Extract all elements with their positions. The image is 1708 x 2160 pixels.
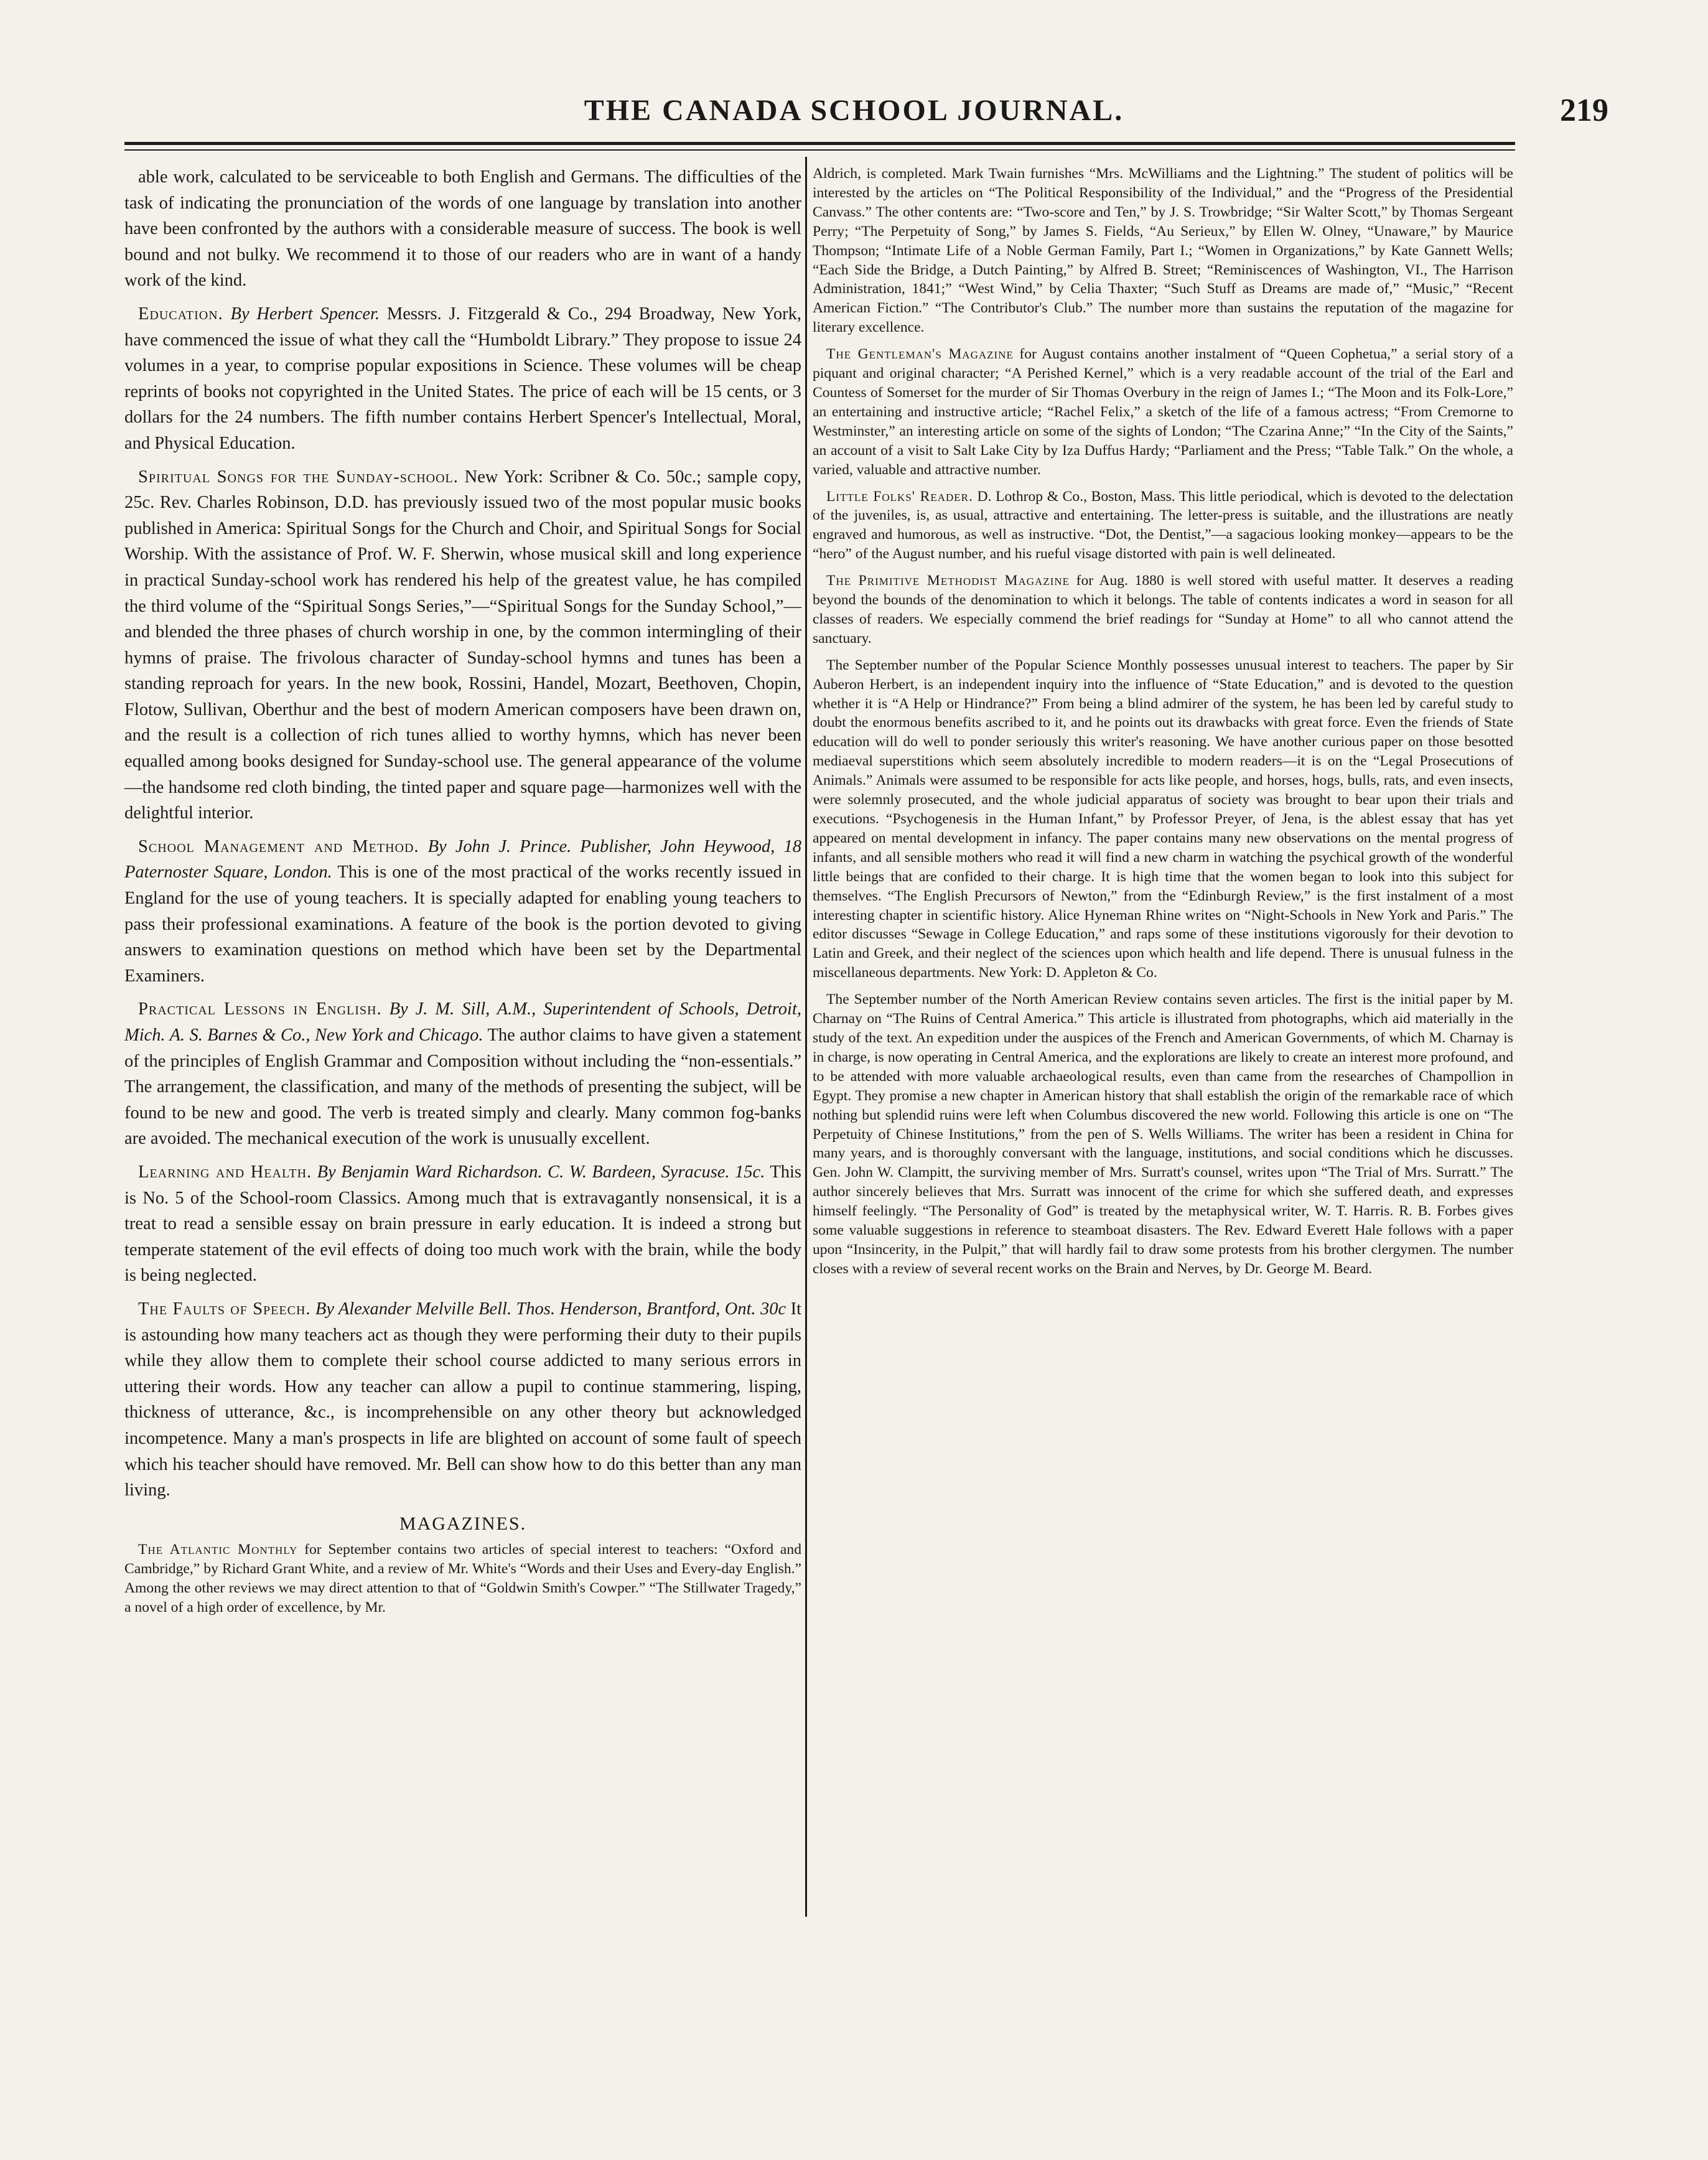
review-byline: By John J. Prince. Publisher, John Heywood, 18 Paternoster Square, London. [124, 836, 802, 882]
review-title: Spiritual Songs for the Sunday-school. [138, 467, 459, 487]
review-byline: By J. M. Sill, A.M., Superintendent of Schools, Detroit, Mich. A. S. Barnes & Co., New York and Chicago. [124, 999, 802, 1045]
magazine-gentlemans: The Gentleman's Magazine for August contains another instalment of “Queen Cophetua,” a serial story of a piquant and original character; “A Perished Kernel,” which is a very readable account of the trial of the Earl and Countess of Somerset for the murder of Sir Thomas Overbury in the reign of James I.; “The Moon and its Folk-Lore,” an entertaining and instructive article; “Rachel Felix,” a sketch of the life of a famous actress; “From Cremorne to Westminster,” an interesting article on some of the sights of London; “The Czarina Anne;” “In the City of the Saints,” an account of a visit to Salt Lake City by Iza Duffus Hardy; “Parliament and the Press; “Table Talk.” On the whole, a varied, valuable and attractive number. [813, 346, 1513, 478]
magazines-heading: MAGAZINES. [399, 1513, 527, 1534]
review-learning-health: Learning and Health. By Benjamin Ward Richardson. C. W. Bardeen, Syracuse. 15c. This is No. 5 of the School-room Classics. Among much that is extravagantly nonsensical, it is a treat to read a sensible essay on brain pressure in early education. It is indeed a strong but temperate statement of the evil effects of doing too much work with the brain, while the body is being neglected. [124, 1162, 801, 1286]
review-education: Education. By Herbert Spencer. Messrs. J. Fitzgerald & Co., 294 Broadway, New York, have commenced the issue of what they call the “Humboldt Library.” They propose to issue 24 volumes in a year, to comprise popular expositions in Science. These volumes will be cheap reprints of books not copyrighted in the United States. The price of each will be 15 cents, or 3 dollars for the 24 numbers. The fifth number contains Herbert Spencer's Intellectual, Moral, and Physical Education. [124, 304, 802, 453]
review-title: Practical Lessons in English. [138, 999, 382, 1019]
magazine-north-american: The September number of the North American Review contains seven articles. The first is the initial paper by M. Charnay on “The Ruins of Central America.” This article is illustrated from photographs, which aid materially in the study of the text. An expedition under the auspices of the French and American Governments, of which M. Charnay is in charge, is now operating in Central America, and the explorations are likely to create an interest more profound, and to be attended with more valuable archaeological results, even than came from the researches of Champollion in Egypt. They promise a new chapter in American history that shall establish the origin of the remarkable race of which nothing but splendid ruins were left when Columbus discovered the new world. Following this article is one on “The Perpetuity of Chinese Institutions,” from the pen of S. Wells Williams. The writer has been a resident in China for many years, and is thoroughly conversant with the language, institutions, and social conditions which he discusses. Gen. John W. Clampitt, the surviving member of Mrs. Surratt's counsel, writes upon “The Trial of Mrs. Surratt.” The author sincerely believes that Mrs. Surratt was innocent of the crime for which she suffered death, and expresses himself feelingly. “The Personality of God” is treated by the metaphysical writer, W. T. Harris. R. B. Forbes gives some valuable suggestions in reference to steamboat disasters. The Rev. Edward Everett Hale follows with a paper upon “Insincerity, in the Pulpit,” that will hardly fail to draw some protests from his brother clergymen. The number closes with a review of several recent works on the Brain and Nerves, by Dr. George M. Beard. [813, 991, 1513, 1277]
magazine-primitive-methodist: The Primitive Methodist Magazine for Aug. 1880 is well stored with useful matter. It deserves a reading beyond the bounds of the denomination to which it belongs. The table of contents indicates a word in season for all classes of readers. We especially commend the brief readings for “Sunday at Home” to all who cannot attend the sanctuary. [813, 573, 1513, 647]
magazine-little-folks: Little Folks' Reader. D. Lothrop & Co., Boston, Mass. This little periodical, which is devoted to the delectation of the juveniles, is, as usual, attractive and entertaining. The letter-press is suitable, and the illustrations are neatly engraved and humorous, as well as instructive. “Dot, the Dentist,”—a sagacious looking monkey—appears to be the “hero” of the August number, and his rueful visage distorted with pain is well delineated. [813, 488, 1513, 563]
review-byline: By Alexander Melville Bell. Thos. Henderson, Brantford, Ont. 30c [315, 1299, 786, 1319]
review-title: Learning and Health. [138, 1162, 312, 1182]
review-faults-speech: The Faults of Speech. By Alexander Melville Bell. Thos. Henderson, Brantford, Ont. 30c It is astounding how many teachers act as though they were performing their duty to their pupils while they allow them to complete their school course addicted to many serious errors in uttering their words. How any teacher can allow a pupil to continue stammering, lisping, thickness of utterance, &c., is incomprehensible on any other theory but acknowledged incompetence. Many a man's prospects in life are blighted on account of some fault of speech which his teacher should have removed. Mr. Bell can show how to do this better than any man living. [124, 1299, 801, 1500]
magazine-atlantic: The Atlantic Monthly for September contains two articles of special interest to teachers: “Oxford and Cambridge,” by Richard Grant White, and a review of Mr. White's “Words and their Uses and Every-day English.” Among the other reviews we may direct attention to that of “Goldwin Smith's Cowper.” “The Stillwater Tragedy,” a novel of a high order of excellence, by Mr. [124, 1541, 801, 1615]
review-byline: By Benjamin Ward Richardson. C. W. Bardeen, Syracuse. 15c. [317, 1162, 765, 1182]
review-spiritual-songs: Spiritual Songs for the Sunday-school. New York: Scribner & Co. 50c.; sample copy, 25c. Rev. Charles Robinson, D.D. has previously issued two of the most popular music books published in America: Spiritual Songs for the Church and Choir, and Spiritual Songs for Social Worship. With the assistance of Prof. W. F. Sherwin, whose musical skill and long experience in practical Sunday-school work has rendered his help of the greatest value, he has compiled the third volume of the “Spiritual Songs Series,”—“Spiritual Songs for the Sunday School,”—and blended the three phases of church worship in one, by the common intermingling of their hymns of praise. The frivolous character of Sunday-school hymns and tunes has been a standing reproach for years. In the new book, Rossini, Handel, Mozart, Beethoven, Chopin, Flotow, Sullivan, Oberthur and the best of modern American composers have been drawn on, and the result is a collection of rich tunes allied to worthy hymns, which has never been equalled among books designed for Sunday-school use. The general appearance of the volume—the handsome red cloth binding, the tinted paper and square page—harmonizes well with the delightful interior. [124, 467, 801, 823]
review-byline: By Herbert Spencer. [230, 304, 380, 324]
review-title: The Faults of Speech. [138, 1299, 311, 1319]
left-column [124, 164, 801, 1625]
magazine-title: The Primitive Methodist Magazine [826, 573, 1070, 589]
magazine-title: The Gentleman's Magazine [826, 346, 1014, 363]
review-title: School Management and Method. [138, 836, 419, 856]
review-school-management: School Management and Method. By John J. Prince. Publisher, John Heywood, 18 Paternoster Square, London. This is one of the most practical of the works recently issued in England for the use of young teachers. It is specially adapted for enabling young teachers to pass their professional examinations. A feature of the book is the portion devoted to giving answers to examination questions on method which have been set by the Departmental Examiners. [124, 836, 802, 986]
magazine-popular-science: The September number of the Popular Science Monthly possesses unusual interest to teachers. The paper by Sir Auberon Herbert, is an independent inquiry into the influence of “State Education,” and is devoted to the question whether it is “A Help or Hindrance?” From being a blind admirer of the system, he has been led by careful study to doubt the enormous benefits ascribed to it, and he points out its drawbacks with great force. Even the friends of State education will do well to ponder seriously this writer's reasoning. We have another curious paper on those besotted mediaeval superstitions which seem absolutely incredible to modern readers—it is on the “Legal Prosecutions of Animals.” Animals were assumed to be responsible for acts like people, and horses, hogs, bulls, rats, and even insects, were solemnly prosecuted, and the whole judicial apparatus of society was brought to bear upon their trials and executions. “Psychogenesis in the Human Infant,” by Professor Preyer, of Jena, is the ablest essay that has yet appeared on mental development in infancy. The paper contains many new observations on the mental progress of infants, and all sensible mothers who read it will find a new charm in watching the psychical growth of the wonderful little beings that are confided to their charge. It is high time that the women began to look into this subject for themselves. “The English Precursors of Newton,” from the “Edinburgh Review,” is the first instalment of a most interesting chapter in scientific history. Alice Hyneman Rhine writes on “Night-Schools in New York and Paris.” The editor discusses “Sewage in College Education,” and raps some of these institutions vigorously for their devotion to Latin and Greek, and their neglect of the sciences upon which health and life depend. There is unusual fulness in the miscellaneous departments. New York: D. Appleton & Co. [813, 657, 1513, 981]
column-divider [805, 157, 807, 1917]
page-number: 219 [1560, 93, 1608, 128]
review-practical-lessons: Practical Lessons in English. By J. M. Sill, A.M., Superintendent of Schools, Detroit, Mich. A. S. Barnes & Co., New York and Chicago. The author claims to have given a statement of the principles of English Grammar and Composition without including the “non-essentials.” The arrangement, the classification, and many of the methods of presenting the subject, will be found to be new and good. The verb is treated simply and clearly. Many common fog-banks are avoided. The mechanical execution of the work is unusually excellent. [124, 999, 802, 1149]
magazine-atlantic-continued: Aldrich, is completed. Mark Twain furnishes “Mrs. McWilliams and the Lightning.” The student of politics will be interested by the articles on “The Political Responsibility of the Individual,” and the “Progress of the Presidential Canvass.” The other contents are: “Two-score and Ten,” by J. S. Trowbridge; “Sir Walter Scott,” by Thomas Sergeant Perry; “The Perpetuity of Song,” by James S. Fields, “Au Serieux,” by Ellen W. Olney, “Unaware,” by Maurice Thompson; “Intimate Life of a Noble German Family, Part I.; “Women in Organizations,” by Kate Gannett Wells; “Each Side the Bridge, a Dutch Painting,” by Alfred B. Street; “Reminiscences of Washington, VI., The Harrison Administration, 1841;” “West Wind,” by Celia Thaxter; “Such Stuff as Dreams are made of,” “Music,” “Recent American Fiction.” “The Contributor's Club.” The number more than sustains the reputation of the magazine for literary excellence. [813, 166, 1513, 336]
header-rule-thin [124, 149, 1515, 151]
review-continuation: able work, calculated to be serviceable to both English and Germans. The difficulties of the task of indicating the pronunciation of the words of one language by translation into another have been confronted by the authors with a considerable measure of success. The book is well bound and not bulky. We recommend it to those of our readers who are in want of a handy work of the kind. [124, 167, 801, 291]
page-header-title: THE CANADA SCHOOL JOURNAL. [584, 94, 1124, 127]
header-rule-thick [124, 142, 1515, 145]
magazine-title: The Atlantic Monthly [138, 1541, 298, 1558]
review-title: Education. [138, 304, 223, 324]
magazine-title: Little Folks' Reader. [826, 488, 973, 505]
right-column [813, 164, 1513, 1286]
